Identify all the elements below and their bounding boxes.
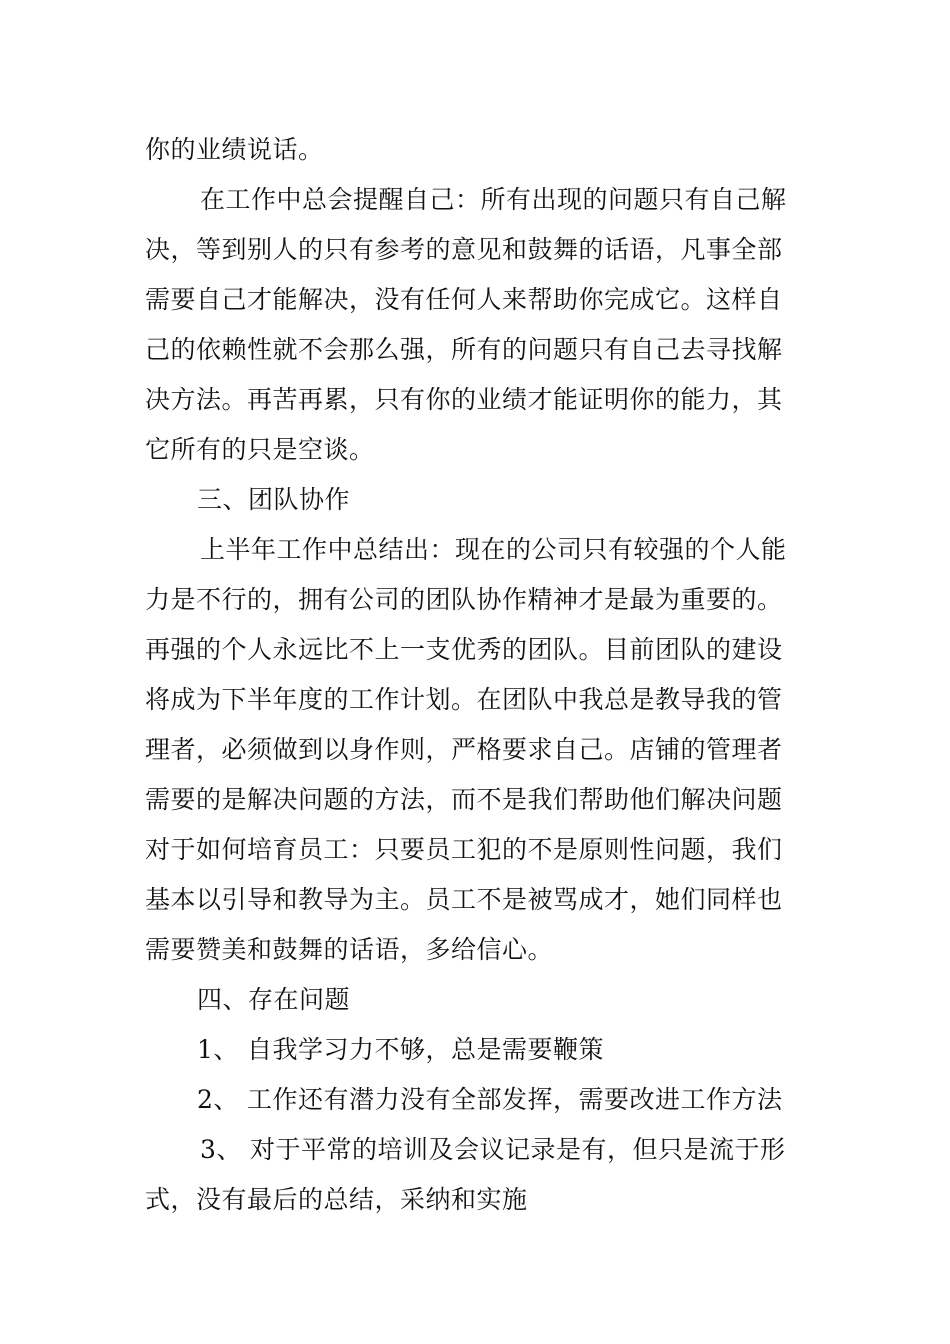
list-item-number: 3、 [200,1135,242,1164]
paragraph-line: 它所有的只是空谈。 [145,435,375,464]
paragraph-line: 需要自己才能解决，没有任何人来帮助你完成它。这样自 [145,285,783,314]
list-item [197,1085,783,1115]
list-item-text: 对于平常的培训及会议记录是有，但只是流于形 [250,1135,786,1164]
paragraph-line: 决方法。再苦再累，只有你的业绩才能证明你的能力，其 [145,385,783,414]
list-item-text: 工作还有潜力没有全部发挥，需要改进工作方法 [247,1085,783,1114]
paragraph-line: 理者，必须做到以身作则，严格要求自己。店铺的管理者 [145,735,783,764]
paragraph-line: 你的业绩说话。 [145,135,324,164]
paragraph-line: 上半年工作中总结出：现在的公司只有较强的个人能 [200,535,787,564]
paragraph-line: 在工作中总会提醒自己：所有出现的问题只有自己解 [200,185,787,214]
section-heading: 四、存在问题 [197,985,351,1014]
list-item-text: 自我学习力不够，总是需要鞭策 [247,1035,605,1064]
paragraph-line: 决，等到别人的只有参考的意见和鼓舞的话语，凡事全部 [145,235,783,264]
paragraph-line: 对于如何培育员工：只要员工犯的不是原则性问题，我们 [145,835,783,864]
list-item [200,1135,786,1165]
paragraph-line: 基本以引导和教导为主。员工不是被骂成才，她们同样也 [145,885,783,914]
list-item-number: 2、 [197,1085,239,1114]
list-item [197,1035,604,1065]
paragraph-line: 需要赞美和鼓舞的话语，多给信心。 [145,935,554,964]
paragraph-line: 式，没有最后的总结，采纳和实施 [145,1185,528,1214]
paragraph-line: 再强的个人永远比不上一支优秀的团队。目前团队的建设 [145,635,783,664]
paragraph-line: 力是不行的，拥有公司的团队协作精神才是最为重要的。 [145,585,783,614]
paragraph-line: 己的依赖性就不会那么强，所有的问题只有自己去寻找解 [145,335,783,364]
list-item-number: 1、 [197,1035,239,1064]
paragraph-line: 将成为下半年度的工作计划。在团队中我总是教导我的管 [145,685,783,714]
paragraph-line: 需要的是解决问题的方法，而不是我们帮助他们解决问题 [145,785,783,814]
section-heading: 三、团队协作 [197,485,351,514]
